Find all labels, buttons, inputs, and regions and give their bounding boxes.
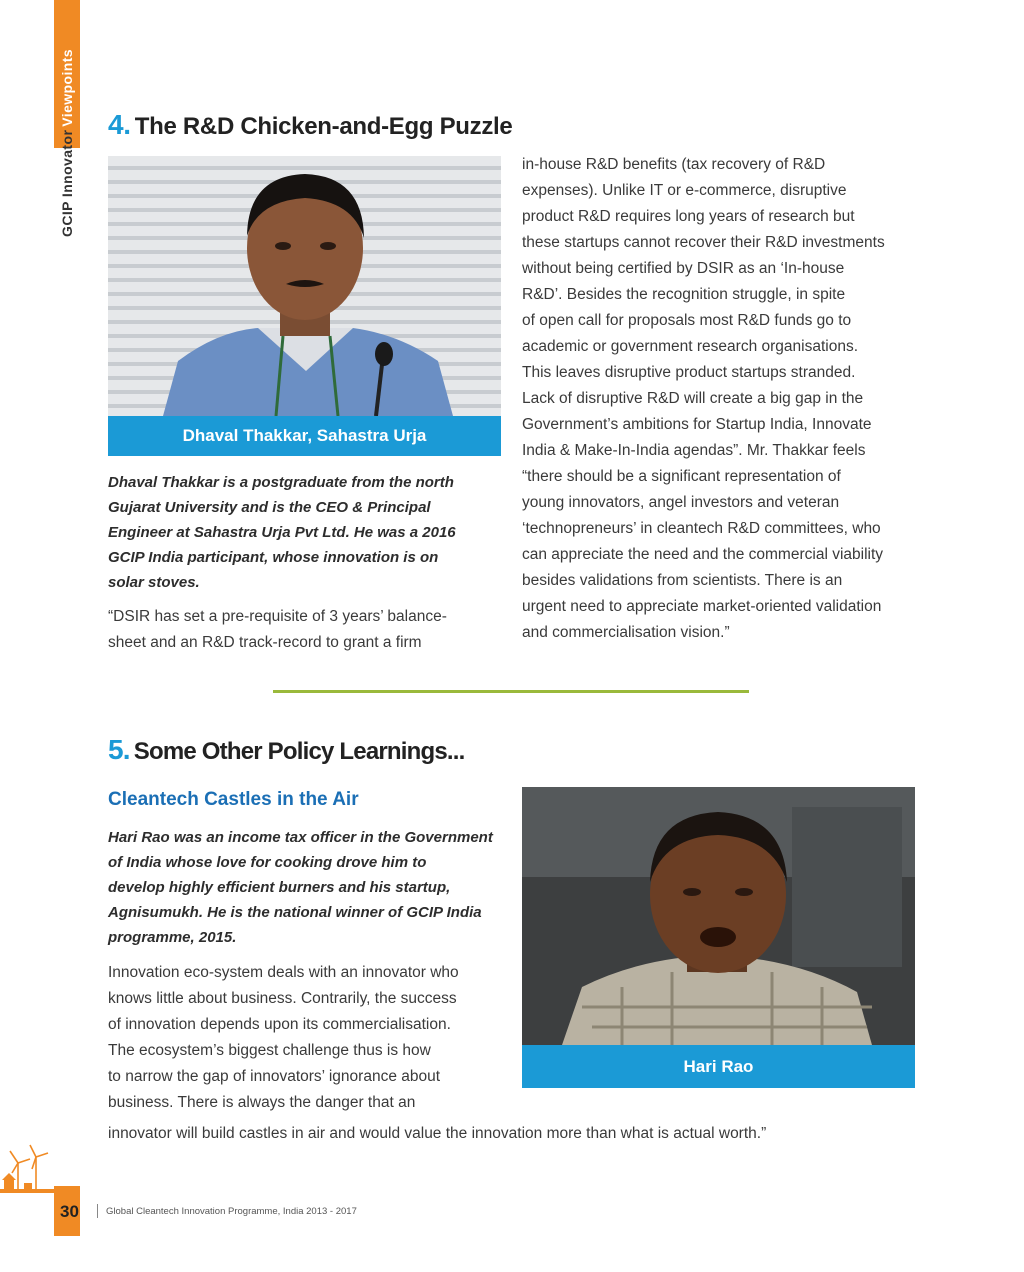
bio-line: Hari Rao was an income tax officer in the Government xyxy=(108,829,493,846)
body-line: sheet and an R&D track-record to grant a firm xyxy=(108,634,422,651)
body-line: R&D’. Besides the recognition struggle, in spite xyxy=(522,286,846,303)
section-5-closing-line: innovator will build castles in air and would value the innovation more than what is actual worth.” xyxy=(108,1125,767,1142)
section-5-heading xyxy=(108,734,465,766)
dhaval-thakkar-photo xyxy=(108,156,501,416)
hari-rao-bio xyxy=(108,825,518,950)
bio-line: Agnisumukh. He is the national winner of GCIP India xyxy=(108,904,482,921)
body-line: Innovation eco-system deals with an innovator who xyxy=(108,964,459,981)
body-line: and commercialisation vision.” xyxy=(522,624,730,641)
body-line: product R&D requires long years of research but xyxy=(522,208,855,225)
side-tab xyxy=(54,18,80,268)
body-line: Government’s ambitions for Startup India, Innovate xyxy=(522,416,872,433)
bio-line: Dhaval Thakkar is a postgraduate from the north xyxy=(108,474,454,491)
section-5-title: Some Other Policy Learnings... xyxy=(133,738,465,765)
body-line: urgent need to appreciate market-oriented validation xyxy=(522,598,882,615)
body-line: India & Make-In-India agendas”. Mr. Thakkar feels xyxy=(522,442,866,459)
footer-publication: Global Cleantech Innovation Programme, India 2013 - 2017 xyxy=(106,1206,357,1217)
dhaval-thakkar-caption: Dhaval Thakkar, Sahastra Urja xyxy=(108,416,501,456)
body-line: without being certified by DSIR as an ‘In-house xyxy=(522,260,845,277)
body-line: of open call for proposals most R&D funds go to xyxy=(522,312,852,329)
wind-turbine-icon xyxy=(0,1143,54,1193)
side-tab-label xyxy=(59,49,75,237)
portrait-illustration xyxy=(522,787,915,1045)
section-5-body-text xyxy=(108,960,513,1116)
body-line: young innovators, angel investors and veteran xyxy=(522,494,840,511)
bio-line: Gujarat University and is the CEO & Principal xyxy=(108,499,431,516)
body-line: of innovation depends upon its commercialisation. xyxy=(108,1016,451,1033)
body-line: “DSIR has set a pre-requisite of 3 years’ balance- xyxy=(108,608,447,625)
hari-rao-photo xyxy=(522,787,915,1045)
section-divider xyxy=(273,690,749,693)
section-4-heading xyxy=(108,109,512,141)
body-line: these startups cannot recover their R&D investments xyxy=(522,234,885,251)
body-line: can appreciate the need and the commercial viability xyxy=(522,546,884,563)
bio-line: develop highly efficient burners and his startup, xyxy=(108,879,451,896)
side-tab-label-innovator: GCIP Innovator xyxy=(59,129,75,237)
body-line: ‘technopreneurs’ in cleantech R&D committees, who xyxy=(522,520,881,537)
portrait-illustration xyxy=(108,156,501,416)
body-line: business. There is always the danger that an xyxy=(108,1094,416,1111)
section-4-left-text xyxy=(108,604,508,656)
bio-line: programme, 2015. xyxy=(108,929,237,946)
body-line: Lack of disruptive R&D will create a big gap in the xyxy=(522,390,864,407)
body-line: in-house R&D benefits (tax recovery of R&D xyxy=(522,156,826,173)
bio-line: solar stoves. xyxy=(108,574,200,591)
body-line: “there should be a significant representation of xyxy=(522,468,841,485)
body-line: knows little about business. Contrarily, the success xyxy=(108,990,457,1007)
body-line: besides validations from scientists. There is an xyxy=(522,572,843,589)
body-line: to narrow the gap of innovators’ ignorance about xyxy=(108,1068,441,1085)
section-4-number: 4. xyxy=(108,109,131,140)
bio-line: Engineer at Sahastra Urja Pvt Ltd. He was a 2016 xyxy=(108,524,456,541)
footer-separator xyxy=(97,1204,98,1218)
body-line: expenses). Unlike IT or e-commerce, disruptive xyxy=(522,182,847,199)
page-number: 30 xyxy=(60,1202,79,1221)
section-4-title: The R&D Chicken-and-Egg Puzzle xyxy=(134,113,513,140)
body-line: The ecosystem’s biggest challenge thus is how xyxy=(108,1042,431,1059)
bio-line: of India whose love for cooking drove him to xyxy=(108,854,427,871)
dhaval-thakkar-bio xyxy=(108,470,508,595)
hari-rao-caption: Hari Rao xyxy=(522,1045,915,1088)
section-5-subheading: Cleantech Castles in the Air xyxy=(108,789,359,810)
body-line: academic or government research organisations. xyxy=(522,338,859,355)
body-line: This leaves disruptive product startups stranded. xyxy=(522,364,856,381)
section-4-right-text xyxy=(522,152,932,646)
bio-line: GCIP India participant, whose innovation is on xyxy=(108,549,439,566)
side-tab-label-viewpoints: Viewpoints xyxy=(59,49,75,127)
section-5-number: 5. xyxy=(108,734,130,765)
